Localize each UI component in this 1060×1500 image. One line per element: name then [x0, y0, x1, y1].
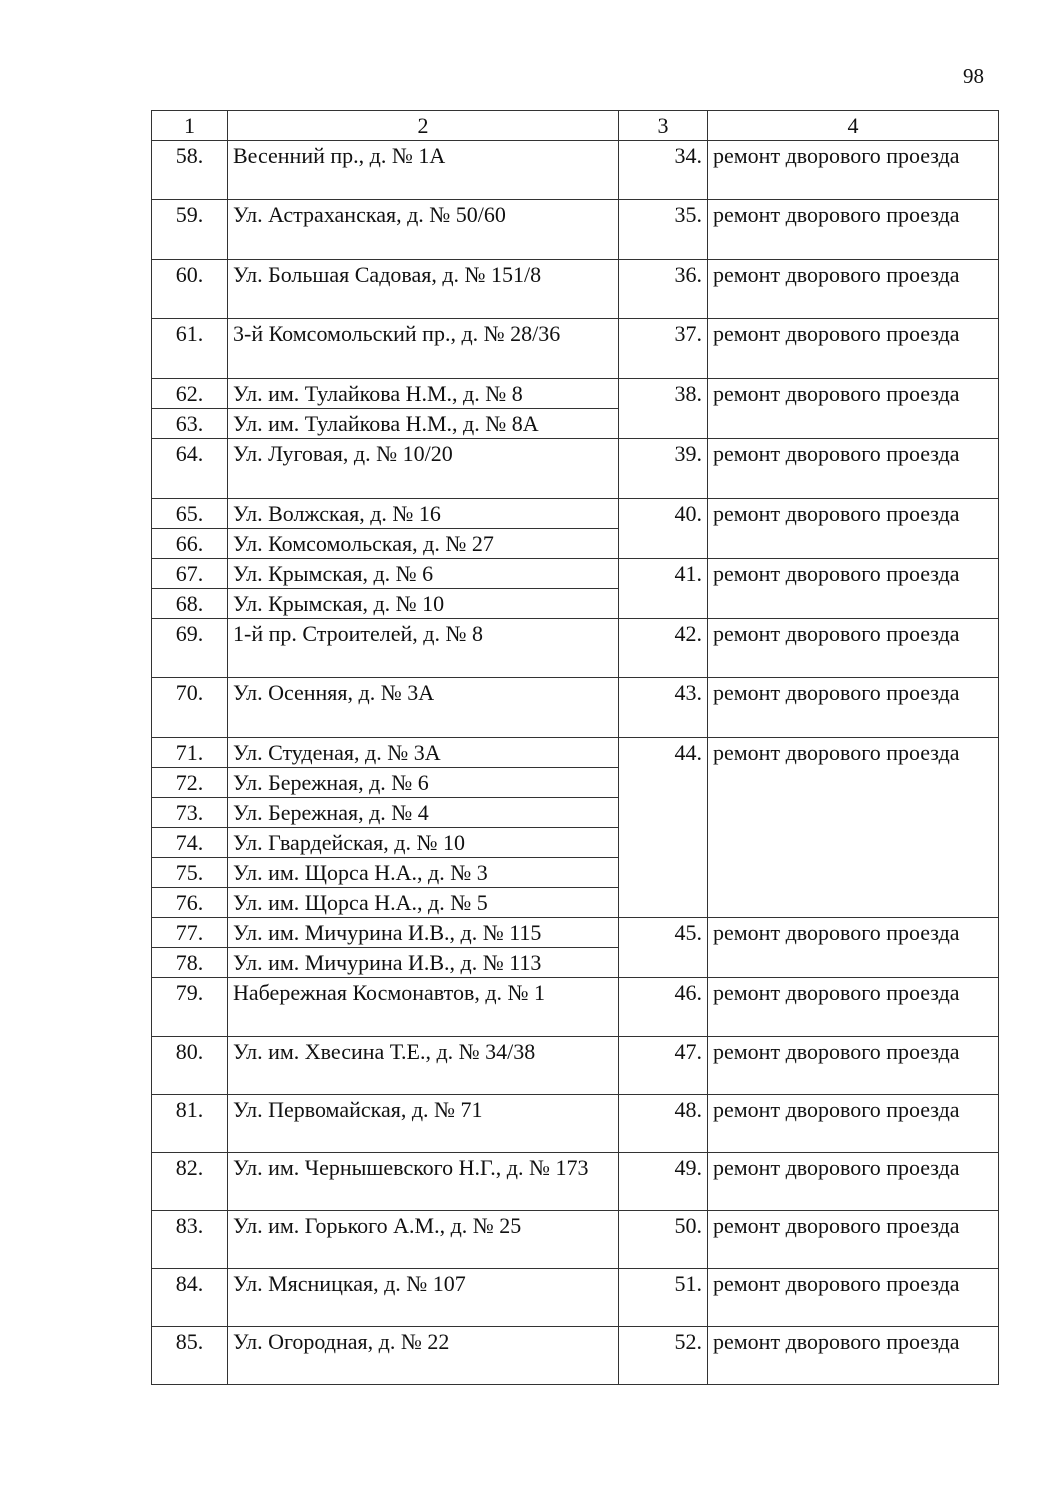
- object-number: 48.: [619, 1095, 708, 1153]
- row-number: 74.: [152, 828, 228, 858]
- table-header: [152, 111, 999, 141]
- address-cell: Ул. Бережная, д. № 4: [228, 798, 619, 828]
- work-type: ремонт дворового проезда: [708, 559, 999, 619]
- table-row: [152, 1327, 999, 1385]
- object-number: 36.: [619, 260, 708, 319]
- table-row: [152, 918, 999, 948]
- address-cell: Ул. Астраханская, д. № 50/60: [228, 200, 619, 260]
- table-row: [152, 678, 999, 738]
- row-number: 70.: [152, 678, 228, 738]
- object-number: 52.: [619, 1327, 708, 1385]
- header-col-3: 3: [619, 111, 708, 141]
- work-type: ремонт дворового проезда: [708, 141, 999, 200]
- object-number: 50.: [619, 1211, 708, 1269]
- table-body: [152, 141, 999, 1385]
- address-cell: Ул. им. Мичурина И.В., д. № 113: [228, 948, 619, 978]
- row-number: 75.: [152, 858, 228, 888]
- work-type: ремонт дворового проезда: [708, 738, 999, 918]
- work-type: ремонт дворового проезда: [708, 918, 999, 978]
- address-cell: 3-й Комсомольский пр., д. № 28/36: [228, 319, 619, 379]
- work-type: ремонт дворового проезда: [708, 439, 999, 499]
- work-type: ремонт дворового проезда: [708, 1211, 999, 1269]
- address-cell: 1-й пр. Строителей, д. № 8: [228, 619, 619, 678]
- address-cell: Набережная Космонавтов, д. № 1: [228, 978, 619, 1037]
- row-number: 85.: [152, 1327, 228, 1385]
- row-number: 81.: [152, 1095, 228, 1153]
- address-cell: Ул. Огородная, д. № 22: [228, 1327, 619, 1385]
- object-number: 45.: [619, 918, 708, 978]
- address-cell: Ул. им. Чернышевского Н.Г., д. № 173: [228, 1153, 619, 1211]
- work-type: ремонт дворового проезда: [708, 319, 999, 379]
- work-type: ремонт дворового проезда: [708, 200, 999, 260]
- address-cell: Ул. Мясницкая, д. № 107: [228, 1269, 619, 1327]
- row-number: 78.: [152, 948, 228, 978]
- address-cell: Ул. Комсомольская, д. № 27: [228, 529, 619, 559]
- row-number: 69.: [152, 619, 228, 678]
- work-type: ремонт дворового проезда: [708, 978, 999, 1037]
- table-row: [152, 1269, 999, 1327]
- address-cell: Ул. Крымская, д. № 10: [228, 589, 619, 619]
- address-table: [151, 110, 999, 1385]
- address-cell: Весенний пр., д. № 1А: [228, 141, 619, 200]
- work-type: ремонт дворового проезда: [708, 678, 999, 738]
- row-number: 82.: [152, 1153, 228, 1211]
- work-type: ремонт дворового проезда: [708, 1327, 999, 1385]
- row-number: 73.: [152, 798, 228, 828]
- address-cell: Ул. Волжская, д. № 16: [228, 499, 619, 529]
- table-row: [152, 559, 999, 589]
- work-type: ремонт дворового проезда: [708, 499, 999, 559]
- table-row: [152, 1095, 999, 1153]
- object-number: 46.: [619, 978, 708, 1037]
- row-number: 71.: [152, 738, 228, 768]
- work-type: ремонт дворового проезда: [708, 1095, 999, 1153]
- work-type: ремонт дворового проезда: [708, 260, 999, 319]
- row-number: 64.: [152, 439, 228, 499]
- address-cell: Ул. Бережная, д. № 6: [228, 768, 619, 798]
- work-type: ремонт дворового проезда: [708, 619, 999, 678]
- table-row: [152, 1037, 999, 1095]
- table-row: [152, 379, 999, 409]
- address-cell: Ул. им. Тулайкова Н.М., д. № 8: [228, 379, 619, 409]
- object-number: 39.: [619, 439, 708, 499]
- row-number: 59.: [152, 200, 228, 260]
- row-number: 65.: [152, 499, 228, 529]
- table-row: [152, 1153, 999, 1211]
- object-number: 43.: [619, 678, 708, 738]
- object-number: 42.: [619, 619, 708, 678]
- address-cell: Ул. Большая Садовая, д. № 151/8: [228, 260, 619, 319]
- object-number: 51.: [619, 1269, 708, 1327]
- table-row: [152, 141, 999, 200]
- row-number: 68.: [152, 589, 228, 619]
- work-type: ремонт дворового проезда: [708, 1153, 999, 1211]
- address-cell: Ул. Гвардейская, д. № 10: [228, 828, 619, 858]
- address-cell: Ул. им. Щорса Н.А., д. № 5: [228, 888, 619, 918]
- address-cell: Ул. Осенняя, д. № 3А: [228, 678, 619, 738]
- object-number: 44.: [619, 738, 708, 918]
- work-type: ремонт дворового проезда: [708, 1037, 999, 1095]
- row-number: 77.: [152, 918, 228, 948]
- work-type: ремонт дворового проезда: [708, 379, 999, 439]
- row-number: 58.: [152, 141, 228, 200]
- object-number: 47.: [619, 1037, 708, 1095]
- row-number: 60.: [152, 260, 228, 319]
- address-cell: Ул. им. Щорса Н.А., д. № 3: [228, 858, 619, 888]
- row-number: 62.: [152, 379, 228, 409]
- row-number: 66.: [152, 529, 228, 559]
- address-cell: Ул. им. Горького А.М., д. № 25: [228, 1211, 619, 1269]
- row-number: 61.: [152, 319, 228, 379]
- header-col-1: 1: [152, 111, 228, 141]
- row-number: 63.: [152, 409, 228, 439]
- address-cell: Ул. им. Мичурина И.В., д. № 115: [228, 918, 619, 948]
- address-cell: Ул. Луговая, д. № 10/20: [228, 439, 619, 499]
- table-row: [152, 319, 999, 379]
- table-row: [152, 439, 999, 499]
- row-number: 80.: [152, 1037, 228, 1095]
- object-number: 37.: [619, 319, 708, 379]
- row-number: 79.: [152, 978, 228, 1037]
- object-number: 40.: [619, 499, 708, 559]
- work-type: ремонт дворового проезда: [708, 1269, 999, 1327]
- object-number: 34.: [619, 141, 708, 200]
- object-number: 49.: [619, 1153, 708, 1211]
- table-row: [152, 260, 999, 319]
- row-number: 83.: [152, 1211, 228, 1269]
- header-col-4: 4: [708, 111, 999, 141]
- table-row: [152, 1211, 999, 1269]
- table-row: [152, 499, 999, 529]
- object-number: 38.: [619, 379, 708, 439]
- table-row: [152, 978, 999, 1037]
- address-cell: Ул. им. Хвесина Т.Е., д. № 34/38: [228, 1037, 619, 1095]
- page-number: 98: [963, 64, 984, 88]
- address-cell: Ул. им. Тулайкова Н.М., д. № 8А: [228, 409, 619, 439]
- header-row: [152, 111, 999, 141]
- row-number: 84.: [152, 1269, 228, 1327]
- row-number: 72.: [152, 768, 228, 798]
- header-col-2: 2: [228, 111, 619, 141]
- address-cell: Ул. Студеная, д. № 3А: [228, 738, 619, 768]
- table-row: [152, 619, 999, 678]
- row-number: 67.: [152, 559, 228, 589]
- table-row: [152, 200, 999, 260]
- address-cell: Ул. Крымская, д. № 6: [228, 559, 619, 589]
- table-row: [152, 738, 999, 768]
- address-cell: Ул. Первомайская, д. № 71: [228, 1095, 619, 1153]
- object-number: 35.: [619, 200, 708, 260]
- object-number: 41.: [619, 559, 708, 619]
- row-number: 76.: [152, 888, 228, 918]
